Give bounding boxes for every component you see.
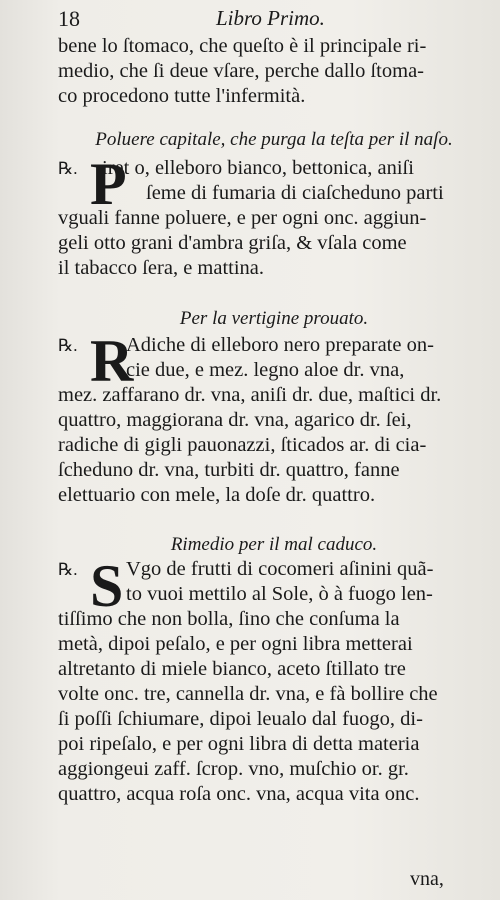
text-line: bene lo ſtomaco, che queſto è il principale ri- xyxy=(58,35,427,57)
text-line: Vgo de frutti di cocomeri aſinini quã- xyxy=(126,558,434,580)
text-line: elettuario con mele, la doſe dr. quattro. xyxy=(58,484,376,506)
text-line: aggiongeui zaff. ſcrop. vno, muſchio or. gr. xyxy=(58,758,409,780)
text-line: medio, che ſi deue vſare, perche dallo ſtoma- xyxy=(58,60,424,82)
text-line: radiche di gigli pauonazzi, ſticados ar. di cia- xyxy=(58,434,427,456)
text-line: altretanto di miele bianco, aceto ſtillato tre xyxy=(58,658,406,680)
text-line: vguali fanne poluere, e per ogni onc. aggiun- xyxy=(58,207,427,229)
section-heading: Rimedio per il mal caduco. xyxy=(170,534,378,555)
page-header xyxy=(58,6,480,32)
running-title: Libro Primo. xyxy=(216,6,325,30)
drop-cap: S xyxy=(90,553,124,619)
recipe-symbol: ℞. xyxy=(58,159,78,178)
text-line: geli otto grani d'ambra griſa, & vſala come xyxy=(58,232,407,254)
text-line: metà, dipoi peſalo, e per ogni libra metterai xyxy=(58,633,413,655)
text-line: ſi poſſi ſchiumare, dipoi leualo dal fuogo, di- xyxy=(58,708,423,730)
text-line: tiſſimo che non bolla, ſino che conſuma la xyxy=(58,608,400,630)
recipe-paragraph xyxy=(58,553,490,807)
recipe-symbol: ℞. xyxy=(58,560,78,579)
text-line: il tabacco ſera, e mattina. xyxy=(58,257,265,279)
section-heading: Per la vertigine prouato. xyxy=(179,308,369,329)
recipe-paragraph xyxy=(58,151,490,281)
intro-paragraph xyxy=(58,34,490,109)
text-line: cie due, e mez. legno aloe dr. vna, xyxy=(126,359,405,381)
text-line: co procedono tutte l'infermità. xyxy=(58,85,306,107)
drop-cap: R xyxy=(90,328,134,394)
catchword: vna, xyxy=(410,868,444,890)
recipe-paragraph xyxy=(58,328,490,508)
drop-cap: P xyxy=(90,151,127,217)
text-line: Adiche di elleboro nero preparate on- xyxy=(126,334,434,356)
text-line: quattro, acqua roſa onc. vna, acqua vita onc. xyxy=(58,783,420,805)
text-line: quattro, maggiorana dr. vna, agarico dr. ſei, xyxy=(58,409,412,431)
text-line: poi ripeſalo, e per ogni libra di detta materia xyxy=(58,733,420,755)
recipe-symbol: ℞. xyxy=(58,336,78,355)
text-line: volte onc. tre, cannella dr. vna, e fà bollire che xyxy=(58,683,438,705)
text-line: iret o, elleboro bianco, bettonica, aniſi xyxy=(102,157,414,179)
page-number: 18 xyxy=(58,6,80,31)
text-line: mez. zaffarano dr. vna, aniſi dr. due, maſtici dr. xyxy=(58,384,442,406)
text-line: to vuoi mettilo al Sole, ò à fuogo len- xyxy=(126,583,433,605)
text-line: ſeme di fumaria di ciaſcheduno parti xyxy=(146,182,444,204)
section-heading: Poluere capitale, che purga la teſta per il naſo. xyxy=(95,129,453,150)
text-line: ſcheduno dr. vna, turbiti dr. quattro, fanne xyxy=(58,459,400,481)
